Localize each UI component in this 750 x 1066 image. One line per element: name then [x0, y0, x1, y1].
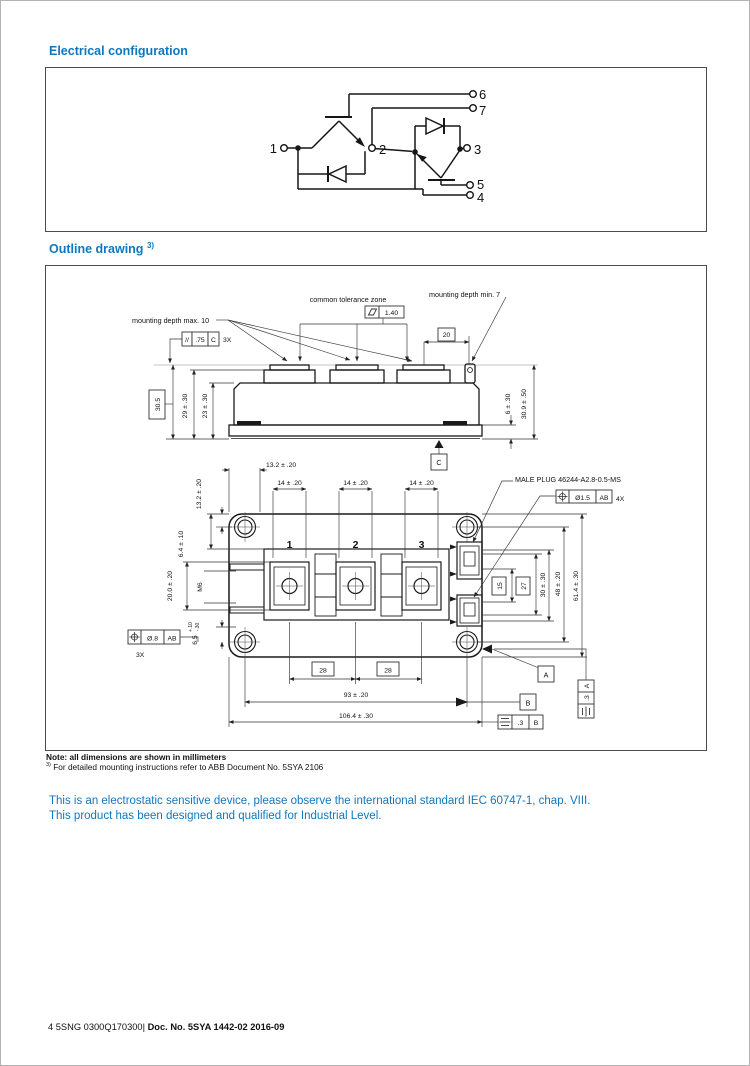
terminal-2-label: 2: [379, 142, 387, 157]
datum-c-label: C: [436, 458, 442, 467]
dim-48: 48 ± .20: [555, 571, 562, 597]
dim-6-5-lower: -.30: [195, 622, 201, 632]
mounting-depth-max-label: mounting depth max. 10: [132, 316, 210, 325]
parallelism-count: 3X: [223, 337, 232, 344]
symmetry-b-datum: B: [533, 720, 539, 727]
electrical-config-panel: [45, 67, 707, 232]
position-tol-2-count: 3X: [136, 652, 145, 659]
position-tol-1-datum: AB: [599, 495, 609, 502]
plug-arrows: [450, 545, 457, 625]
terminal-4-label: 4: [477, 190, 485, 205]
dim-20-0: 20.0 ± .20: [167, 570, 174, 602]
common-tolerance-zone-label: common tolerance zone: [309, 295, 387, 304]
flatness-value: 1.40: [384, 310, 399, 317]
datum-a-label: A: [543, 670, 549, 680]
dim-29: 29 ± .30: [182, 393, 189, 419]
terminal-6-label: 6: [479, 87, 487, 102]
footer-doc-number: Doc. No. 5SYA 1442-02 2016-09: [147, 1022, 285, 1032]
datum-c-triangle: [435, 440, 444, 448]
footer-product-id: 4 5SNG 0300Q170300|: [48, 1022, 148, 1032]
dim-14-1: 14 ± .20: [277, 480, 302, 487]
plan-terminal-2: 2: [352, 539, 359, 551]
symmetry-b-value: .3: [517, 720, 524, 727]
dim-61-4: 61.4 ± .30: [573, 570, 580, 602]
datum-b-label: B: [525, 698, 531, 708]
circuit-diagram: [46, 68, 706, 231]
dim-93: 93 ± .20: [343, 692, 369, 699]
footnote-text: For detailed mounting instructions refer to ABB Document No. 5SYA 2106: [50, 762, 324, 773]
m6-label: M6: [197, 582, 204, 592]
left-slots: [230, 564, 264, 613]
plan-frames: [128, 462, 625, 729]
dim-27: 27: [521, 582, 528, 590]
dim-23: 23 ± .30: [202, 393, 209, 419]
dim-6-4: 6.4 ± .10: [178, 530, 185, 558]
outline-heading-footnote: 3): [146, 241, 155, 250]
dim-14-2: 14 ± .20: [343, 480, 368, 487]
dim-28-a: 28: [319, 667, 327, 675]
male-plug-label: MALE PLUG 46244-A2.8-0.5-MS: [515, 475, 621, 484]
terminal-labels: [270, 87, 486, 205]
plan-terminal-3: 3: [418, 539, 425, 551]
esd-statement: [49, 794, 590, 824]
dim-28-b: 28: [384, 667, 392, 675]
drawing-notes: [46, 752, 323, 773]
terminal-7-label: 7: [479, 103, 487, 118]
position-tol-2-datum: AB: [167, 635, 177, 643]
dim-15: 15: [497, 582, 504, 590]
footnote-marker: 3): [46, 762, 51, 769]
dim-30: 30 ± .30: [540, 572, 547, 598]
dim-20: 20: [442, 332, 451, 339]
plan-dimensions: [177, 468, 587, 727]
plan-terminal-1: 1: [286, 539, 293, 551]
position-tol-2-value: Ø.8: [147, 635, 158, 643]
dim-6-5-main: 6.5: [192, 635, 199, 645]
dim-6-5-upper: +.10: [188, 622, 194, 632]
electrical-config-heading: Electrical configuration: [49, 44, 188, 58]
outline-drawing: [46, 266, 706, 750]
bottom-solid-arrows: [456, 645, 492, 707]
male-plugs: [457, 542, 482, 626]
screw-crosshairs: [276, 572, 435, 600]
parallelism-datum: C: [211, 337, 216, 344]
dim-30-9: 30.9 ± .50: [521, 388, 528, 420]
symmetry-a-value: .3: [584, 695, 591, 701]
dim-13-2-h: 13.2 ± .20: [266, 462, 297, 469]
dim-106-4: 106.4 ± .30: [339, 713, 373, 720]
position-tol-1-value: Ø1.5: [575, 495, 590, 502]
mounting-depth-min-label: mounting depth min. 7: [429, 290, 501, 299]
dim-14-3: 14 ± .20: [409, 480, 434, 487]
note-line: Note: all dimensions are shown in millimeters: [46, 752, 227, 762]
symmetry-a-datum: A: [584, 683, 591, 689]
dim-6: 6 ± .30: [505, 393, 512, 415]
side-view: [154, 364, 538, 439]
outline-heading: Outline drawing $^{3)}$: [49, 241, 155, 257]
outline-panel: [45, 265, 707, 751]
esd-line-1: This is an electrostatic sensitive device, please observe the international standard IEC 60747-1, chap. VIII.: [49, 795, 591, 807]
page-footer: [48, 1022, 284, 1032]
parallelism-icon: //: [185, 337, 189, 344]
terminal-5-label: 5: [477, 177, 485, 192]
position-tol-1-count: 4X: [616, 496, 625, 503]
parallelism-value: .75: [195, 337, 205, 344]
link-bars: [315, 554, 402, 616]
esd-line-2: This product has been designed and qualified for Industrial Level.: [49, 809, 382, 822]
hole-crosshairs: [230, 512, 482, 657]
terminal-1-label: 1: [269, 141, 277, 156]
dim-30-5: 30.5: [155, 397, 162, 412]
dim-13-2-v: 13.2 ± .20: [196, 478, 203, 510]
terminal-3-label: 3: [474, 142, 482, 157]
